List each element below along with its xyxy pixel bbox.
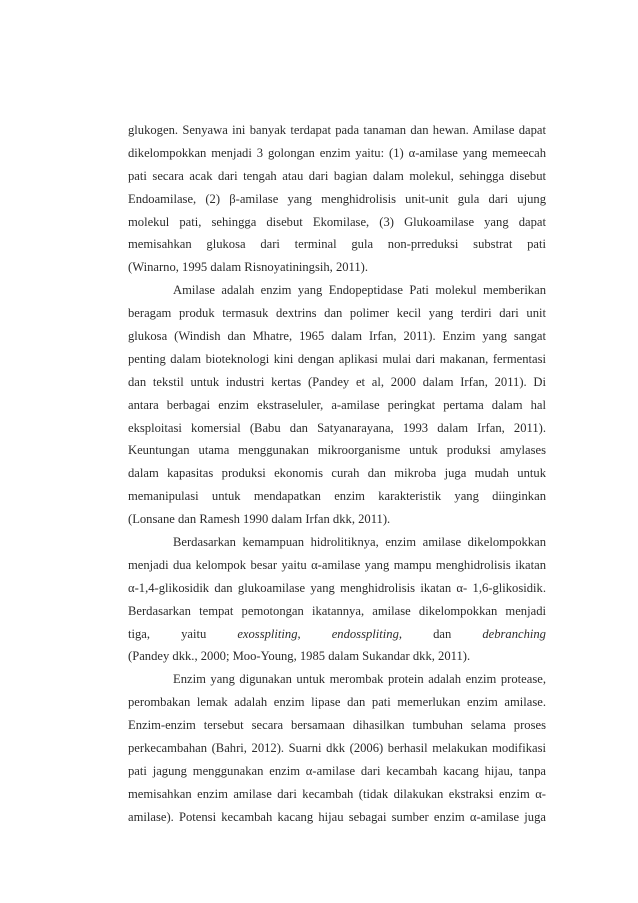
text-line: memanipulasi untuk mendapatkan enzim karakteristik yang diinginkan (128, 489, 546, 504)
text-line: memisahkan glukosa dari terminal gula non-prreduksi substrat pati (128, 237, 546, 252)
text-line: eksploitasi komersial (Babu dan Satyanarayana, 1993 dalam Irfan, 2011). (128, 420, 546, 435)
text-line: Enzim-enzim tersebut secara bersamaan dihasilkan tumbuhan selama proses (128, 718, 546, 733)
text-line: Keuntungan utama menggunakan mikroorganisme untuk produksi amylases (128, 443, 546, 458)
text-line: glukogen. Senyawa ini banyak terdapat pada tanaman dan hewan. Amilase dapat (128, 123, 546, 137)
text-line: amilase). Potensi kecambah kacang hijau sebagai sumber enzim α-amilase juga (128, 809, 546, 824)
term-endosspliting: endosspliting, (331, 626, 403, 641)
text-line: menjadi dua kelompok besar yaitu α-amilase yang mampu menghidrolisis ikatan (128, 557, 546, 572)
text-line: (Pandey dkk., 2000; Moo-Young, 1985 dalam Sukandar dkk, 2011). (128, 649, 471, 664)
text-line: perombakan lemak adalah enzim lipase dan pati memerlukan enzim amilase. (128, 695, 546, 710)
text-line: glukosa (Windish dan Mhatre, 1965 dalam Irfan, 2011). Enzim yang sangat (128, 329, 546, 344)
text-line: Berdasarkan kemampuan hidrolitiknya, enzim amilase dikelompokkan (173, 535, 546, 550)
term-exosspliting: exosspliting, (237, 626, 301, 641)
text-line: penting dalam bioteknologi kini dengan aplikasi mulai dari makanan, fermentasi (128, 351, 546, 366)
text-line: Enzim yang digunakan untuk merombak protein adalah enzim protease, (173, 672, 546, 687)
text-line: pati jagung menggunakan enzim α-amilase dari kecambah kacang hijau, tanpa (128, 763, 546, 778)
text-line: molekul pati, sehingga disebut Ekomilase, (3) Glukoamilase yang dapat (128, 214, 546, 229)
body-text (128, 119, 546, 829)
text-line: α-1,4-glikosidik dan glukoamilase yang menghidrolisis ikatan α- 1,6-glikosidik. (128, 580, 546, 595)
text-line: Endoamilase, (2) β-amilase yang menghidrolisis unit-unit gula dari ujung (128, 191, 546, 206)
text-line: dan tekstil untuk industri kertas (Pandey et al, 2000 dalam Irfan, 2011). Di (128, 374, 546, 389)
text-line: memisahkan enzim amilase dari kecambah (tidak dilakukan ekstraksi enzim α- (128, 786, 546, 801)
text-line: perkecambahan (Bahri, 2012). Suarni dkk (2006) berhasil melakukan modifikasi (128, 741, 546, 756)
text-line: antara berbagai enzim ekstraseluler, a-amilase peringkat pertama dalam hal (128, 397, 546, 412)
text-line-types (128, 623, 546, 646)
text-line: (Winarno, 1995 dalam Risnoyatiningsih, 2011). (128, 260, 369, 275)
term-debranching: debranching (482, 626, 546, 641)
word: tiga, (128, 626, 151, 641)
word: yaitu (181, 626, 207, 641)
text-line: dalam kapasitas produksi ekonomis curah dan mikroba juga mudah untuk (128, 466, 546, 481)
text-line: pati secara acak dari tengah atau dari bagian dalam molekul, sehingga disebut (128, 168, 546, 183)
text-line: dikelompokkan menjadi 3 golongan enzim yaitu: (1) α-amilase yang memeecah (128, 145, 546, 160)
text-line: (Lonsane dan Ramesh 1990 dalam Irfan dkk, 2011). (128, 512, 391, 527)
text-line: Amilase adalah enzim yang Endopeptidase Pati molekul memberikan (173, 283, 546, 298)
text-line: Berdasarkan tempat pemotongan ikatannya, amilase dikelompokkan menjadi (128, 603, 546, 618)
text-line: beragam produk termasuk dextrins dan polimer kecil yang terdiri dari unit (128, 306, 546, 321)
word: dan (433, 626, 452, 641)
